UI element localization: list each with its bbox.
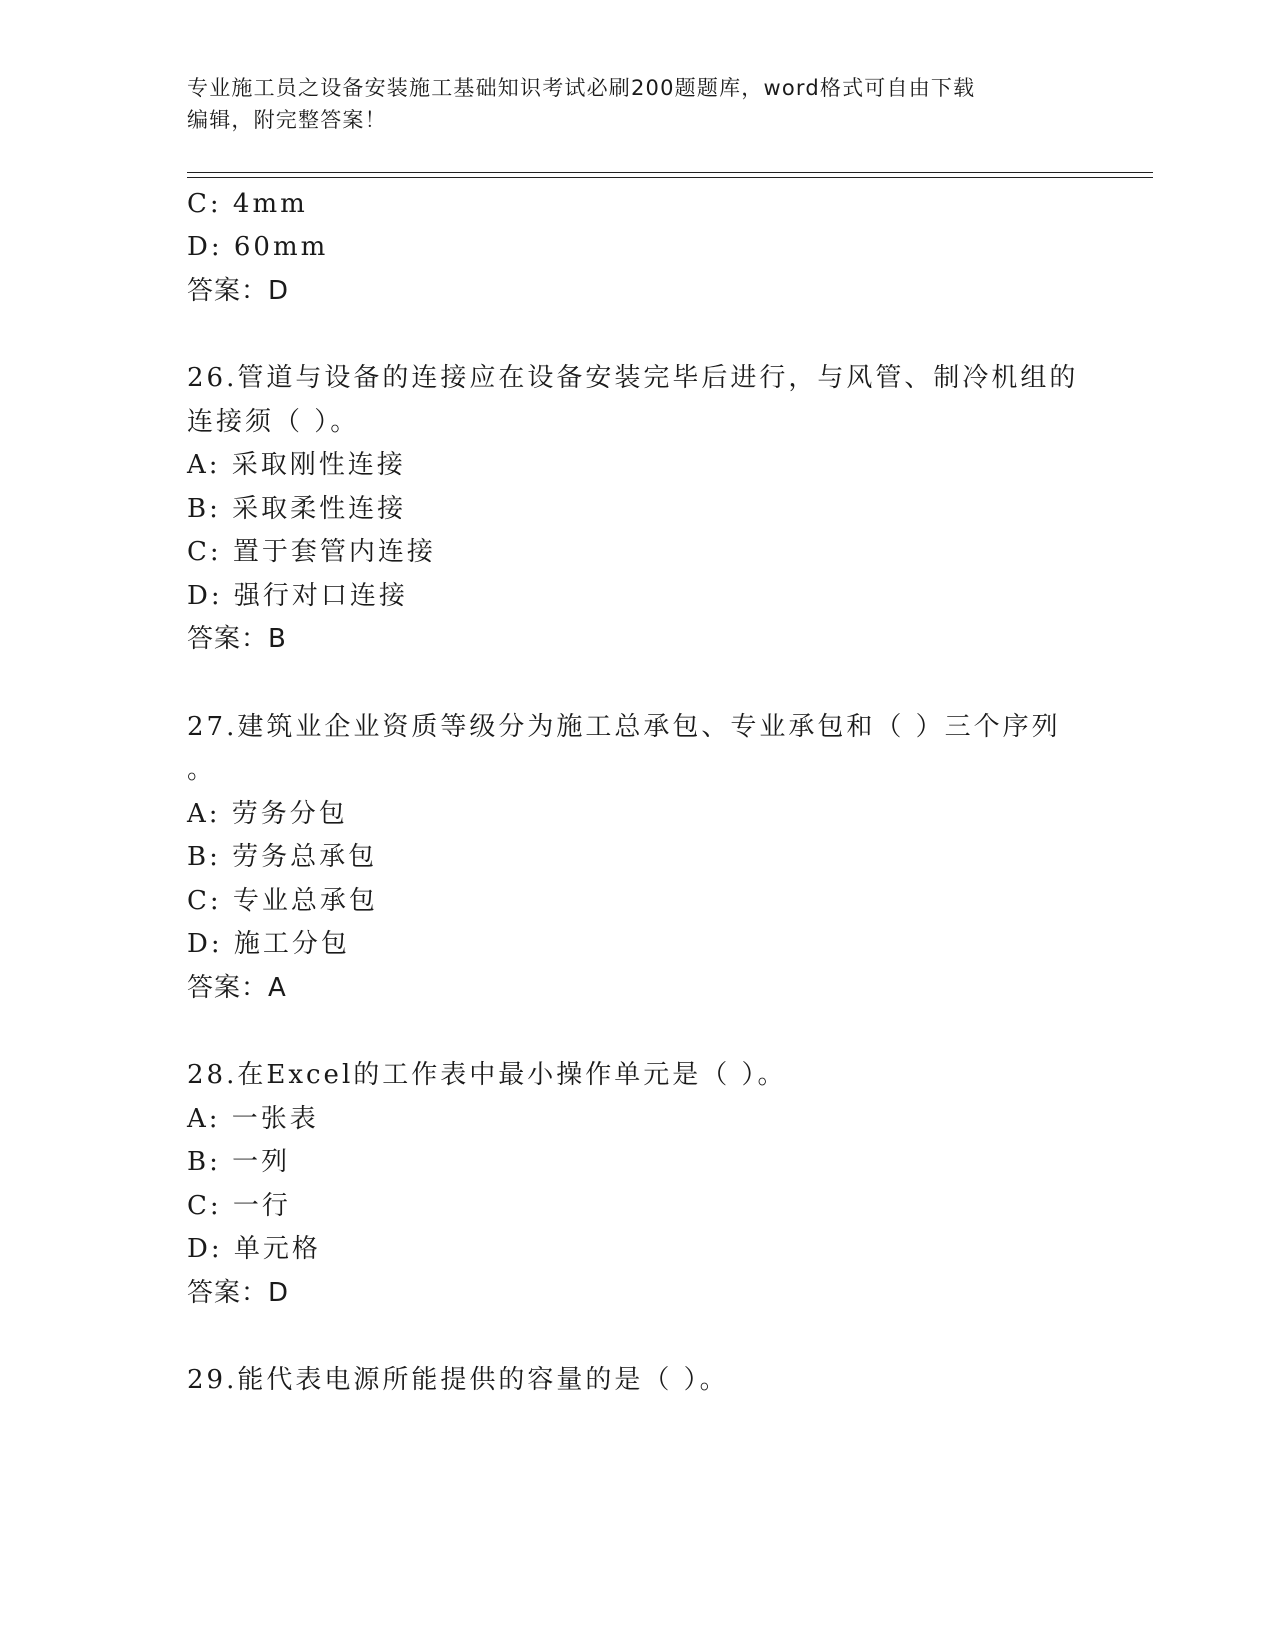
question-stem: 29.能代表电源所能提供的容量的是（ ）。 <box>187 1365 729 1395</box>
answer: 答案：A <box>187 973 287 1003</box>
header-divider-top <box>187 172 1153 173</box>
option-c: C: 专业总承包 <box>187 886 378 916</box>
question-stem-cont: 连接须（ ）。 <box>187 407 360 437</box>
option-a: A: 采取刚性连接 <box>187 450 406 480</box>
question-stem: 26.管道与设备的连接应在设备安装完毕后进行，与风管、制冷机组的 <box>187 363 1079 393</box>
option-c: C: 4mm <box>187 189 308 219</box>
header-title-line-1: 专业施工员之设备安装施工基础知识考试必刷200题题库，word格式可自由下载 <box>187 76 976 100</box>
option-b: B: 采取柔性连接 <box>187 494 407 524</box>
option-a: A: 一张表 <box>187 1104 319 1134</box>
header-title-line-2: 编辑，附完整答案！ <box>187 108 387 132</box>
question-stem-cont: 。 <box>187 755 217 785</box>
option-b: B: 一列 <box>187 1147 291 1177</box>
option-d: D: 强行对口连接 <box>187 581 408 611</box>
answer: 答案：D <box>187 276 290 306</box>
option-d: D: 单元格 <box>187 1234 321 1264</box>
option-c: C: 置于套管内连接 <box>187 537 436 567</box>
question-stem: 28.在Excel的工作表中最小操作单元是（ ）。 <box>187 1060 787 1090</box>
header-divider-bottom <box>187 177 1153 178</box>
option-d: D: 施工分包 <box>187 929 350 959</box>
answer: 答案：D <box>187 1278 290 1308</box>
answer: 答案：B <box>187 624 287 654</box>
question-stem: 27.建筑业企业资质等级分为施工总承包、专业承包和（ ）三个序列 <box>187 712 1061 742</box>
option-b: B: 劳务总承包 <box>187 842 378 872</box>
option-a: A: 劳务分包 <box>187 799 348 829</box>
option-d: D: 60mm <box>187 232 329 262</box>
option-c: C: 一行 <box>187 1191 291 1221</box>
